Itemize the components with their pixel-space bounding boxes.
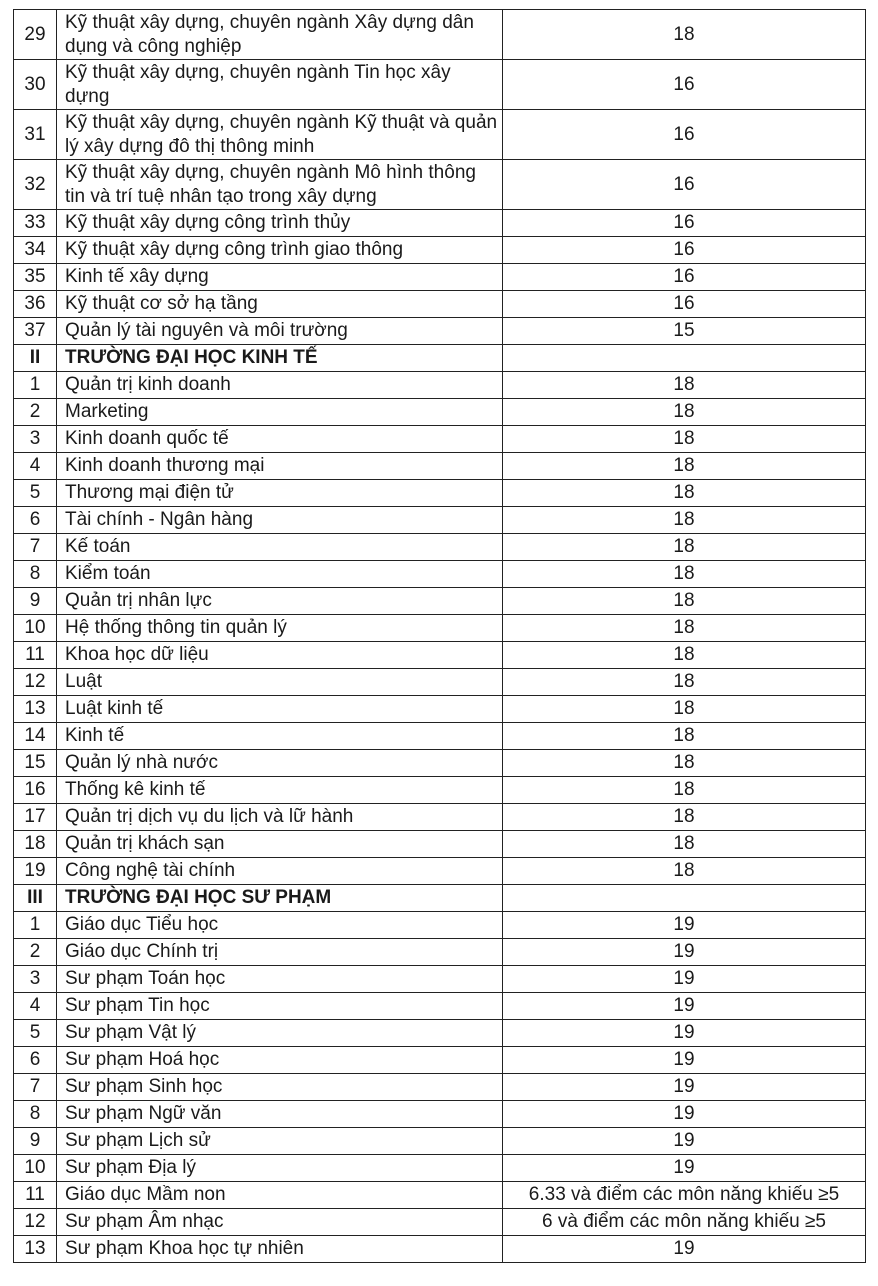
program-name: Quản trị kinh doanh — [57, 372, 503, 399]
table-row — [14, 777, 866, 804]
row-number: 5 — [14, 480, 57, 507]
program-name: Tài chính - Ngân hàng — [57, 507, 503, 534]
program-name: Kỹ thuật xây dựng công trình thủy — [57, 210, 503, 237]
program-name: Sư phạm Địa lý — [57, 1155, 503, 1182]
cutoff-score: 19 — [503, 993, 866, 1020]
cutoff-score: 16 — [503, 110, 866, 160]
row-number: 12 — [14, 1209, 57, 1236]
table-row — [14, 426, 866, 453]
cutoff-score: 16 — [503, 237, 866, 264]
cutoff-score: 18 — [503, 507, 866, 534]
row-number: 19 — [14, 858, 57, 885]
program-name: Hệ thống thông tin quản lý — [57, 615, 503, 642]
row-number: II — [14, 345, 57, 372]
table-row — [14, 723, 866, 750]
cutoff-score: 18 — [503, 480, 866, 507]
table-row — [14, 1236, 866, 1263]
table-row — [14, 507, 866, 534]
table-row — [14, 1101, 866, 1128]
cutoff-score: 16 — [503, 264, 866, 291]
cutoff-score: 6.33 và điểm các môn năng khiếu ≥5 — [503, 1182, 866, 1209]
table-row — [14, 264, 866, 291]
table-row — [14, 210, 866, 237]
table-row — [14, 669, 866, 696]
row-number: 31 — [14, 110, 57, 160]
table-row — [14, 534, 866, 561]
row-number: 29 — [14, 10, 57, 60]
row-number: 3 — [14, 426, 57, 453]
table-row — [14, 1074, 866, 1101]
cutoff-score: 18 — [503, 750, 866, 777]
table-row — [14, 1047, 866, 1074]
program-name: Công nghệ tài chính — [57, 858, 503, 885]
row-number: 2 — [14, 399, 57, 426]
row-number: 2 — [14, 939, 57, 966]
row-number: 13 — [14, 696, 57, 723]
row-number: 14 — [14, 723, 57, 750]
program-name: Kinh tế — [57, 723, 503, 750]
cutoff-score: 18 — [503, 10, 866, 60]
cutoff-score: 16 — [503, 60, 866, 110]
table-row — [14, 399, 866, 426]
section-header-row — [14, 345, 866, 372]
row-number: 4 — [14, 993, 57, 1020]
cutoff-score: 19 — [503, 1047, 866, 1074]
row-number: 11 — [14, 1182, 57, 1209]
program-name: Thương mại điện tử — [57, 480, 503, 507]
cutoff-score — [503, 345, 866, 372]
row-number: 34 — [14, 237, 57, 264]
cutoff-score: 18 — [503, 426, 866, 453]
row-number: 7 — [14, 534, 57, 561]
cutoff-score: 18 — [503, 534, 866, 561]
table-row — [14, 696, 866, 723]
program-name: Khoa học dữ liệu — [57, 642, 503, 669]
program-name: Kinh doanh quốc tế — [57, 426, 503, 453]
program-name: Sư phạm Vật lý — [57, 1020, 503, 1047]
row-number: 9 — [14, 588, 57, 615]
row-number: 4 — [14, 453, 57, 480]
cutoff-score: 18 — [503, 831, 866, 858]
row-number: 17 — [14, 804, 57, 831]
row-number: 11 — [14, 642, 57, 669]
row-number: 30 — [14, 60, 57, 110]
table-row — [14, 993, 866, 1020]
table-row — [14, 966, 866, 993]
table-row — [14, 615, 866, 642]
program-name: Sư phạm Âm nhạc — [57, 1209, 503, 1236]
table-row — [14, 453, 866, 480]
row-number: 5 — [14, 1020, 57, 1047]
program-name: Kỹ thuật xây dựng, chuyên ngành Xây dựng dân dụng và công nghiệp — [57, 10, 503, 60]
table-row — [14, 939, 866, 966]
program-name: Kỹ thuật cơ sở hạ tầng — [57, 291, 503, 318]
row-number: 16 — [14, 777, 57, 804]
cutoff-score: 19 — [503, 939, 866, 966]
program-name: Quản trị nhân lực — [57, 588, 503, 615]
table-row — [14, 1209, 866, 1236]
cutoff-score: 18 — [503, 642, 866, 669]
cutoff-score: 18 — [503, 777, 866, 804]
table-row — [14, 10, 866, 60]
cutoff-score: 18 — [503, 669, 866, 696]
row-number: 12 — [14, 669, 57, 696]
row-number: 1 — [14, 912, 57, 939]
cutoff-score: 18 — [503, 615, 866, 642]
cutoff-score: 16 — [503, 160, 866, 210]
table-row — [14, 318, 866, 345]
cutoff-score: 19 — [503, 1155, 866, 1182]
table-row — [14, 110, 866, 160]
table-body — [14, 10, 866, 1263]
table-row — [14, 160, 866, 210]
program-name: Kinh tế xây dựng — [57, 264, 503, 291]
row-number: 6 — [14, 507, 57, 534]
admission-score-table — [13, 9, 866, 1263]
table-row — [14, 372, 866, 399]
row-number: 1 — [14, 372, 57, 399]
cutoff-score: 18 — [503, 804, 866, 831]
cutoff-score: 6 và điểm các môn năng khiếu ≥5 — [503, 1209, 866, 1236]
program-name: Kỹ thuật xây dựng công trình giao thông — [57, 237, 503, 264]
row-number: 10 — [14, 615, 57, 642]
table-row — [14, 60, 866, 110]
row-number: 35 — [14, 264, 57, 291]
table-row — [14, 561, 866, 588]
row-number: 13 — [14, 1236, 57, 1263]
table-row — [14, 1182, 866, 1209]
program-name: Kỹ thuật xây dựng, chuyên ngành Mô hình thông tin và trí tuệ nhân tạo trong xây dựng — [57, 160, 503, 210]
program-name: Kinh doanh thương mại — [57, 453, 503, 480]
table-row — [14, 642, 866, 669]
program-name: Luật kinh tế — [57, 696, 503, 723]
cutoff-score: 18 — [503, 858, 866, 885]
cutoff-score: 18 — [503, 399, 866, 426]
program-name: Quản trị khách sạn — [57, 831, 503, 858]
program-name: Quản lý tài nguyên và môi trường — [57, 318, 503, 345]
program-name: Sư phạm Lịch sử — [57, 1128, 503, 1155]
row-number: 3 — [14, 966, 57, 993]
cutoff-score: 18 — [503, 696, 866, 723]
row-number: 36 — [14, 291, 57, 318]
program-name: Luật — [57, 669, 503, 696]
table-row — [14, 912, 866, 939]
table-row — [14, 237, 866, 264]
cutoff-score: 19 — [503, 1101, 866, 1128]
cutoff-score: 19 — [503, 1020, 866, 1047]
program-name: Sư phạm Sinh học — [57, 1074, 503, 1101]
program-name: Quản lý nhà nước — [57, 750, 503, 777]
cutoff-score: 16 — [503, 210, 866, 237]
row-number: 6 — [14, 1047, 57, 1074]
program-name: Kiểm toán — [57, 561, 503, 588]
row-number: 15 — [14, 750, 57, 777]
table-row — [14, 588, 866, 615]
row-number: 10 — [14, 1155, 57, 1182]
program-name: TRƯỜNG ĐẠI HỌC KINH TẾ — [57, 345, 503, 372]
program-name: Sư phạm Toán học — [57, 966, 503, 993]
table-row — [14, 1020, 866, 1047]
row-number: 33 — [14, 210, 57, 237]
table-row — [14, 804, 866, 831]
table-row — [14, 1128, 866, 1155]
program-name: Kỹ thuật xây dựng, chuyên ngành Tin học xây dựng — [57, 60, 503, 110]
section-header-row — [14, 885, 866, 912]
cutoff-score: 18 — [503, 453, 866, 480]
row-number: 7 — [14, 1074, 57, 1101]
table-row — [14, 1155, 866, 1182]
cutoff-score: 19 — [503, 1128, 866, 1155]
cutoff-score: 19 — [503, 966, 866, 993]
cutoff-score — [503, 885, 866, 912]
cutoff-score: 15 — [503, 318, 866, 345]
cutoff-score: 19 — [503, 1236, 866, 1263]
program-name: Sư phạm Tin học — [57, 993, 503, 1020]
row-number: 9 — [14, 1128, 57, 1155]
program-name: Sư phạm Ngữ văn — [57, 1101, 503, 1128]
table-row — [14, 831, 866, 858]
cutoff-score: 18 — [503, 561, 866, 588]
row-number: 8 — [14, 1101, 57, 1128]
program-name: Giáo dục Chính trị — [57, 939, 503, 966]
row-number: 18 — [14, 831, 57, 858]
program-name: Marketing — [57, 399, 503, 426]
cutoff-score: 19 — [503, 1074, 866, 1101]
row-number: 8 — [14, 561, 57, 588]
table-row — [14, 480, 866, 507]
table-row — [14, 858, 866, 885]
cutoff-score: 18 — [503, 372, 866, 399]
program-name: TRƯỜNG ĐẠI HỌC SƯ PHẠM — [57, 885, 503, 912]
cutoff-score: 16 — [503, 291, 866, 318]
table-row — [14, 291, 866, 318]
table-row — [14, 750, 866, 777]
program-name: Sư phạm Hoá học — [57, 1047, 503, 1074]
cutoff-score: 18 — [503, 723, 866, 750]
cutoff-score: 18 — [503, 588, 866, 615]
cutoff-score: 19 — [503, 912, 866, 939]
row-number: III — [14, 885, 57, 912]
program-name: Thống kê kinh tế — [57, 777, 503, 804]
program-name: Kỹ thuật xây dựng, chuyên ngành Kỹ thuật và quản lý xây dựng đô thị thông minh — [57, 110, 503, 160]
row-number: 32 — [14, 160, 57, 210]
program-name: Sư phạm Khoa học tự nhiên — [57, 1236, 503, 1263]
program-name: Quản trị dịch vụ du lịch và lữ hành — [57, 804, 503, 831]
program-name: Giáo dục Tiểu học — [57, 912, 503, 939]
row-number: 37 — [14, 318, 57, 345]
program-name: Kế toán — [57, 534, 503, 561]
program-name: Giáo dục Mầm non — [57, 1182, 503, 1209]
